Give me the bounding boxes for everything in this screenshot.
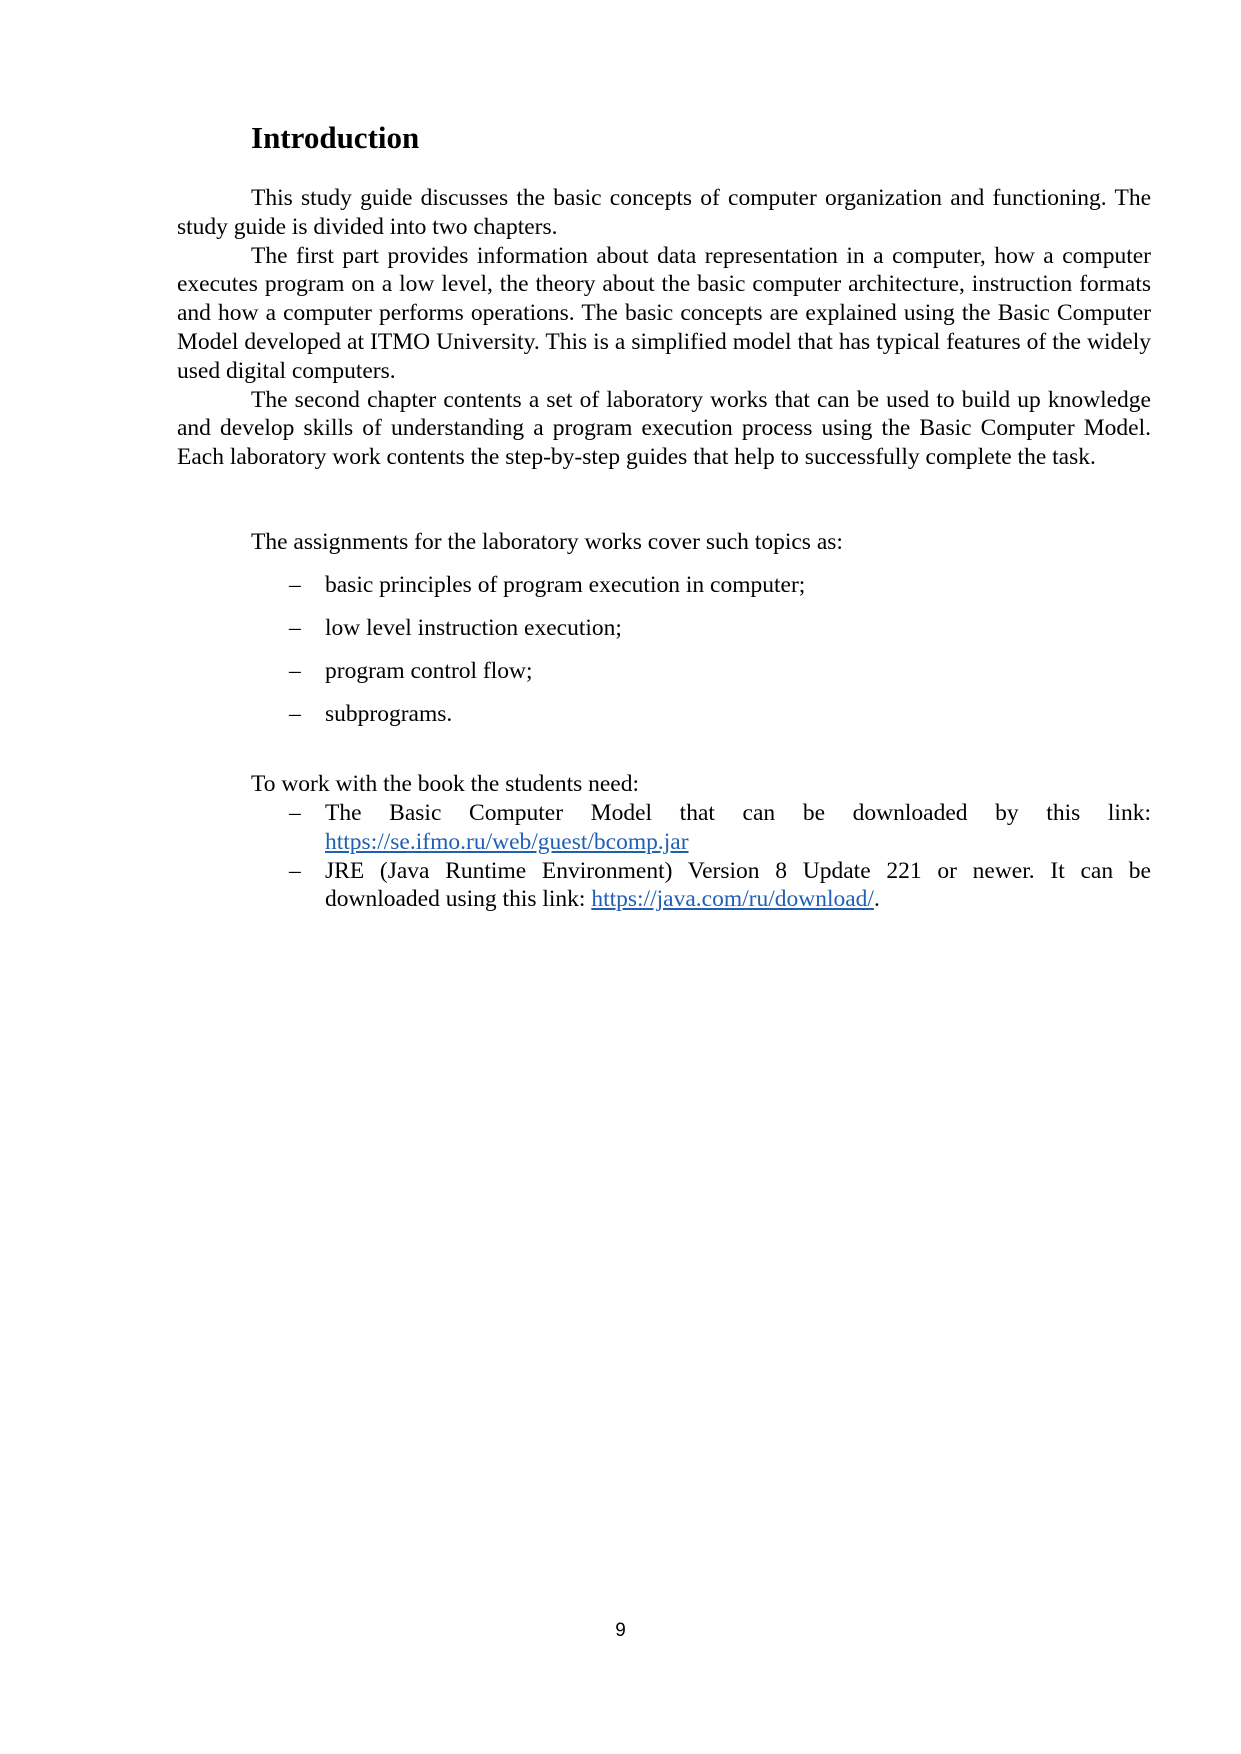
list-item-text: low level instruction execution; (325, 615, 622, 641)
list-item-suffix: . (873, 886, 880, 913)
paragraph-2: The first part provides information about data representation in a computer, how a computer executes program on a low level, the theory about the basic computer architecture, instruction formats and how a computer performs operations. The basic concepts are explained using the Basic Computer Model developed at ITMO University. This is a simplified model that has typical features of the widely used digital computers. (177, 242, 1151, 384)
paragraph-1: This study guide discusses the basic concepts of computer organization and functioning. The study guide is divided into two chapters. (177, 185, 1151, 240)
list-item-text: subprograms. (325, 701, 453, 727)
list-item (251, 657, 805, 700)
bcomp-download-link[interactable]: https://se.ifmo.ru/web/guest/bcomp.jar (325, 828, 689, 855)
dash-bullet: – (289, 658, 301, 684)
list-item (251, 799, 1151, 857)
java-download-link[interactable]: https://java.com/ru/download/ (591, 886, 874, 913)
intro-paragraphs (177, 184, 1151, 472)
list-item (251, 857, 1151, 915)
list-item (251, 571, 805, 614)
paragraph-3: The second chapter contents a set of laboratory works that can be used to build up knowledge and develop skills of understanding a program execution process using the Basic Computer Model. Each laboratory work contents the step-by-step guides that help to successfully complete the task. (177, 386, 1151, 471)
list-item-text: JRE (Java Runtime Environment) Version 8 Update 221 or newer. It can be downloaded using this link: (325, 857, 1151, 913)
dash-bullet: – (289, 800, 301, 826)
requirements-list (251, 799, 1151, 914)
list-item (251, 614, 805, 657)
section-heading: Introduction (251, 120, 420, 155)
topics-list (251, 571, 805, 743)
dash-bullet: – (289, 572, 301, 598)
topics-intro: The assignments for the laboratory works cover such topics as: (251, 529, 843, 555)
requirements-intro: To work with the book the students need: (251, 771, 640, 797)
list-item (251, 700, 805, 743)
page-number: 9 (615, 1620, 626, 1641)
dash-bullet: – (289, 857, 301, 884)
list-item-text: basic principles of program execution in computer; (325, 572, 806, 598)
list-item-text: The Basic Computer Model that can be downloaded by this link: (325, 800, 1151, 826)
dash-bullet: – (289, 701, 301, 727)
dash-bullet: – (289, 615, 301, 641)
list-item-text: program control flow; (325, 658, 533, 684)
